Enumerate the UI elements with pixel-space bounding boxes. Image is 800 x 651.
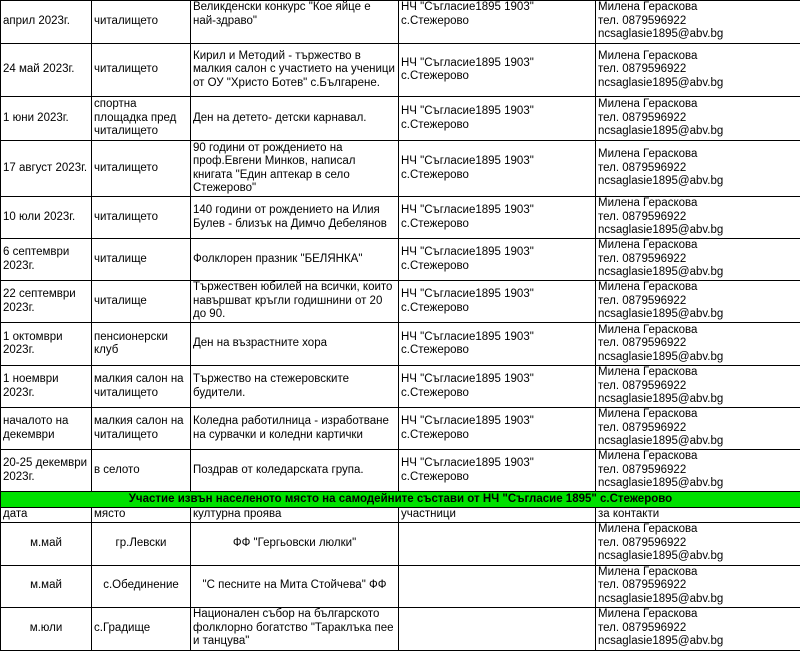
place-cell: читалището	[92, 1, 191, 44]
date-cell: 17 август 2023г.	[1, 141, 92, 197]
place-cell: читалището	[92, 141, 191, 197]
header-contact: за контакти	[596, 508, 800, 523]
event-cell: 140 години от рождението на Илия Булев - близък на Димчо Дебелянов	[191, 197, 399, 239]
date-cell: началото на декември	[1, 408, 92, 450]
contact-cell: Милена Гераскова тел. 0879596922 ncsaglasie1895@abv.bg	[596, 565, 800, 607]
contact-cell: Милена Гераскова тел. 0879596922 ncsaglasie1895@abv.bg	[596, 281, 800, 323]
participants-cell: НЧ "Съгласие1895 1903" с.Стежерово	[399, 323, 596, 366]
participants-cell: НЧ "Съгласие1895 1903" с.Стежерово	[399, 450, 596, 492]
date-cell: 1 юни 2023г.	[1, 97, 92, 141]
place-cell: с.Обединение	[92, 565, 191, 607]
header-place: място	[92, 508, 191, 523]
participants-cell: НЧ "Съгласие1895 1903" с.Стежерово	[399, 141, 596, 197]
event-cell: Тържество на стежеровските будители.	[191, 366, 399, 408]
participants-cell: НЧ "Съгласие1895 1903" с.Стежерово	[399, 281, 596, 323]
participants-cell: НЧ "Съгласие1895 1903" с.Стежерово	[399, 1, 596, 44]
header-date: дата	[1, 508, 92, 523]
date-cell: 22 септември 2023г.	[1, 281, 92, 323]
contact-cell: Милена Гераскова тел. 0879596922 ncsaglasie1895@abv.bg	[596, 607, 800, 650]
table-row	[1, 44, 800, 97]
place-cell: читалището	[92, 197, 191, 239]
date-cell: 1 октомври 2023г.	[1, 323, 92, 366]
place-cell: пенсионерски клуб	[92, 323, 191, 366]
participants-cell: НЧ "Съгласие1895 1903" с.Стежерово	[399, 97, 596, 141]
contact-cell: Милена Гераскова тел. 0879596922 ncsaglasie1895@abv.bg	[596, 44, 800, 97]
table-row	[1, 323, 800, 366]
place-cell: с.Градище	[92, 607, 191, 650]
contact-cell: Милена Гераскова тел. 0879596922 ncsaglasie1895@abv.bg	[596, 450, 800, 492]
contact-cell: Милена Гераскова тел. 0879596922 ncsaglasie1895@abv.bg	[596, 323, 800, 366]
table-row	[1, 281, 800, 323]
section-banner-row	[1, 492, 800, 508]
event-cell: Тържествен юбилей на всички, които навършват кръгли годишнини от 20 до 90.	[191, 281, 399, 323]
contact-cell: Милена Гераскова тел. 0879596922 ncsaglasie1895@abv.bg	[596, 1, 800, 44]
place-cell: читалище	[92, 239, 191, 281]
header-participants: участници	[399, 508, 596, 523]
event-cell: Коледна работилница - изработване на сурвачки и коледни картички	[191, 408, 399, 450]
event-cell: Великденски конкурс "Кое яйце е най-здраво"	[191, 1, 399, 44]
participants-cell	[399, 607, 596, 650]
date-cell: м.юли	[1, 607, 92, 650]
date-cell: 6 септември 2023г.	[1, 239, 92, 281]
header-row	[1, 508, 800, 523]
contact-cell: Милена Гераскова тел. 0879596922 ncsaglasie1895@abv.bg	[596, 239, 800, 281]
place-cell: читалището	[92, 44, 191, 97]
event-cell: Поздрав от коледарската група.	[191, 450, 399, 492]
event-cell: 90 години от рождението на проф.Евгени Минков, написал книгата "Един аптекар в село Стежерово"	[191, 141, 399, 197]
event-cell: Ден на детето- детски карнавал.	[191, 97, 399, 141]
event-cell: "С песните на Мита Стойчева" ФФ	[191, 565, 399, 607]
table-row	[1, 1, 800, 44]
participants-cell: НЧ "Съгласие1895 1903" с.Стежерово	[399, 44, 596, 97]
table-row	[1, 239, 800, 281]
contact-cell: Милена Гераскова тел. 0879596922 ncsaglasie1895@abv.bg	[596, 366, 800, 408]
event-cell: Кирил и Методий - тържество в малкия салон с участието на ученици от ОУ "Христо Ботев" с.Българене.	[191, 44, 399, 97]
date-cell: април 2023г.	[1, 1, 92, 44]
place-cell: в селото	[92, 450, 191, 492]
contact-cell: Милена Гераскова тел. 0879596922 ncsaglasie1895@abv.bg	[596, 408, 800, 450]
place-cell: читалище	[92, 281, 191, 323]
event-cell: Ден на възрастните хора	[191, 323, 399, 366]
place-cell: спортна площадка пред читалището	[92, 97, 191, 141]
participants-cell: НЧ "Съгласие1895 1903" с.Стежерово	[399, 197, 596, 239]
table-row	[1, 97, 800, 141]
contact-cell: Милена Гераскова тел. 0879596922 ncsaglasie1895@abv.bg	[596, 522, 800, 565]
contact-cell: Милена Гераскова тел. 0879596922 ncsaglasie1895@abv.bg	[596, 197, 800, 239]
header-event: културна проява	[191, 508, 399, 523]
participants-cell	[399, 522, 596, 565]
place-cell: малкия салон на читалището	[92, 408, 191, 450]
contact-cell: Милена Гераскова тел. 0879596922 ncsaglasie1895@abv.bg	[596, 97, 800, 141]
date-cell: м.май	[1, 522, 92, 565]
date-cell: 1 ноември 2023г.	[1, 366, 92, 408]
participants-cell	[399, 565, 596, 607]
table-row	[1, 141, 800, 197]
event-cell: ФФ "Гергьовски люлки"	[191, 522, 399, 565]
table-row	[1, 565, 800, 607]
table-row	[1, 522, 800, 565]
participants-cell: НЧ "Съгласие1895 1903" с.Стежерово	[399, 366, 596, 408]
date-cell: м.май	[1, 565, 92, 607]
section-title: Участие извън населеното място на самодейните състави от НЧ "Съгласие 1895" с.Стежерово	[1, 492, 800, 508]
contact-cell: Милена Гераскова тел. 0879596922 ncsaglasie1895@abv.bg	[596, 141, 800, 197]
event-cell: Фолклорен празник "БЕЛЯНКА"	[191, 239, 399, 281]
participants-cell: НЧ "Съгласие1895 1903" с.Стежерово	[399, 408, 596, 450]
date-cell: 24 май 2023г.	[1, 44, 92, 97]
table-row	[1, 197, 800, 239]
date-cell: 20-25 декември 2023г.	[1, 450, 92, 492]
table-row	[1, 607, 800, 650]
date-cell: 10 юли 2023г.	[1, 197, 92, 239]
event-cell: Национален събор на българското фолклорно богатство "Тараклъка пее и танцува"	[191, 607, 399, 650]
table-row	[1, 366, 800, 408]
place-cell: гр.Левски	[92, 522, 191, 565]
participants-cell: НЧ "Съгласие1895 1903" с.Стежерово	[399, 239, 596, 281]
place-cell: малкия салон на читалището	[92, 366, 191, 408]
table-row	[1, 408, 800, 450]
table-row	[1, 450, 800, 492]
